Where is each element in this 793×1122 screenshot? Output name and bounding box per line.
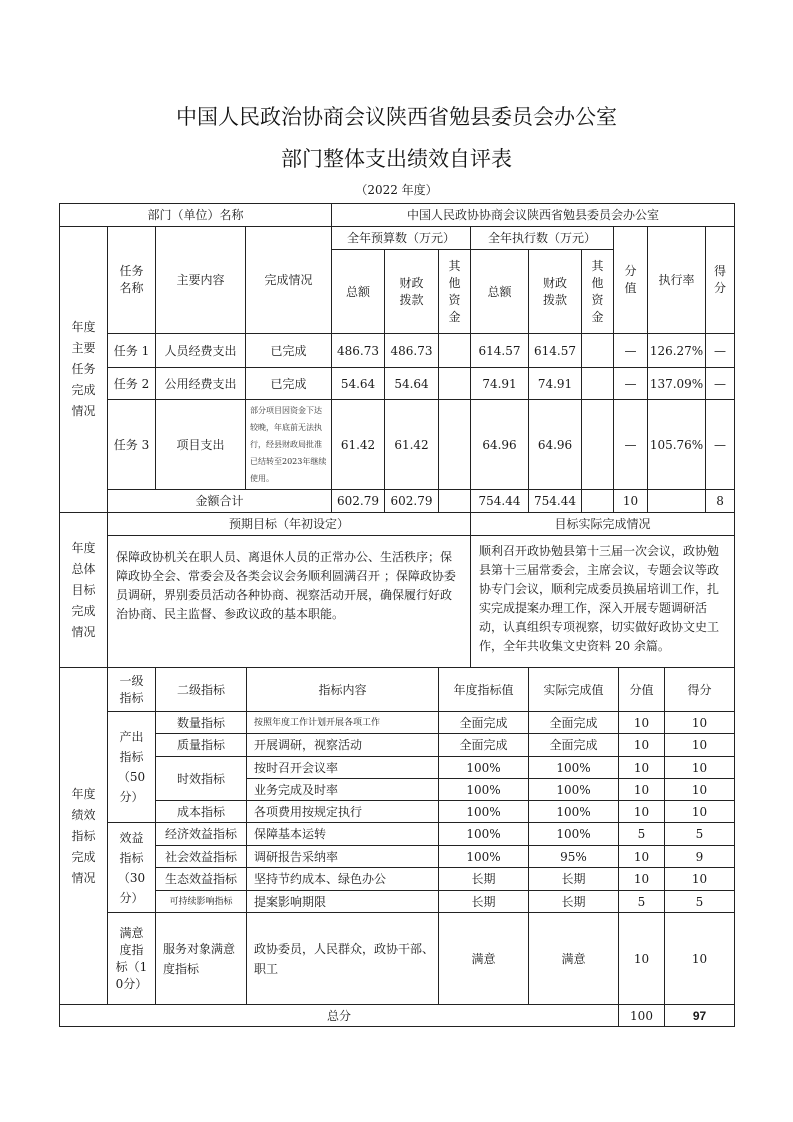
total-exec-rate (648, 490, 706, 513)
indicator-content: 调研报告采纳率 (247, 846, 439, 868)
task-score: — (706, 400, 735, 490)
task-exec-rate: 105.76% (648, 400, 706, 490)
header-content: 指标内容 (247, 668, 439, 712)
header-score: 得分 (706, 227, 735, 334)
task-budget-fiscal: 54.64 (385, 368, 439, 400)
indicator-target: 满意 (439, 913, 529, 1005)
task-exec-fiscal: 614.57 (529, 334, 582, 368)
task-budget-fiscal: 61.42 (385, 400, 439, 490)
document-year: （2022 年度） (355, 183, 438, 197)
task-exec-fiscal: 74.91 (529, 368, 582, 400)
task-exec-total: 64.96 (471, 400, 529, 490)
task-content: 公用经费支出 (156, 368, 246, 400)
indicator-row (60, 801, 735, 823)
indicator-score-value: 10 (619, 757, 665, 779)
indicator-target: 全面完成 (439, 734, 529, 757)
indicator-score: 9 (665, 846, 735, 868)
indicator-score-value: 10 (619, 846, 665, 868)
group-satisfaction: 满意度指标（10分） (108, 913, 156, 1005)
total-score-value: 10 (614, 490, 648, 513)
header-budget-other: 其他资金 (439, 250, 471, 334)
actual-goal-header: 目标实际完成情况 (471, 513, 735, 536)
task-score-value: — (614, 400, 648, 490)
indicators-side-label: 年度绩效指标完成情况 (60, 668, 108, 1005)
indicator-row (60, 734, 735, 757)
goals-side-label: 年度总体目标完成情况 (60, 513, 108, 668)
indicator-score: 10 (665, 757, 735, 779)
indicator-target: 100% (439, 757, 529, 779)
indicator-level2: 数量指标 (156, 712, 247, 734)
task-exec-other (582, 334, 614, 368)
actual-goal-text: 顺利召开政协勉县第十三届一次会议，政协勉县第十三届常委会，主席会议，专题会议等政协专门会议，顺利完成委员换届培训工作，扎实完成提案办理工作，深入开展专题调研活动，认真组织专项视察，切实做好政协文史工作，全年共收集文史资料 20 余篇。 (471, 536, 735, 668)
indicator-score: 5 (665, 891, 735, 913)
group-output: 产出指标（50分） (108, 712, 156, 823)
total-exec-fiscal: 754.44 (529, 490, 582, 513)
department-label: 部门（单位）名称 (60, 204, 332, 227)
header-budget-total: 总额 (332, 250, 385, 334)
task-budget-fiscal: 486.73 (385, 334, 439, 368)
task-score-value: — (614, 368, 648, 400)
indicator-content: 按照年度工作计划开展各项工作 (247, 712, 439, 734)
indicator-score-value: 10 (619, 868, 665, 891)
indicator-level2: 社会效益指标 (156, 846, 247, 868)
goals-table (59, 512, 735, 668)
indicator-row (60, 757, 735, 779)
indicator-level2: 经济效益指标 (156, 823, 247, 846)
indicator-actual: 100% (529, 757, 619, 779)
indicator-score-value: 10 (619, 913, 665, 1005)
task-exec-fiscal: 64.96 (529, 400, 582, 490)
indicator-score-value: 5 (619, 891, 665, 913)
grand-total-row (60, 1005, 735, 1027)
indicator-content: 开展调研，视察活动 (247, 734, 439, 757)
header-status: 完成情况 (246, 227, 332, 334)
task-score: — (706, 368, 735, 400)
indicator-level2: 质量指标 (156, 734, 247, 757)
tasks-table (59, 203, 735, 513)
indicator-level2: 可持续影响指标 (156, 891, 247, 913)
indicator-score-value: 10 (619, 734, 665, 757)
header-score-value: 分值 (614, 227, 648, 334)
indicator-score: 10 (665, 868, 735, 891)
indicator-target: 全面完成 (439, 712, 529, 734)
task-name: 任务 2 (108, 368, 156, 400)
indicators-table (59, 667, 735, 1005)
indicator-level2: 时效指标 (156, 757, 247, 801)
indicator-level2: 服务对象满意度指标 (156, 913, 247, 1005)
indicator-actual: 100% (529, 779, 619, 801)
task-budget-total: 486.73 (332, 334, 385, 368)
header-exec-rate: 执行率 (648, 227, 706, 334)
indicator-row (60, 868, 735, 891)
grand-total-score-value: 100 (619, 1005, 665, 1027)
header-budget-group: 全年预算数（万元） (332, 227, 471, 250)
indicator-content: 业务完成及时率 (247, 779, 439, 801)
task-status: 已完成 (246, 368, 332, 400)
task-budget-total: 54.64 (332, 368, 385, 400)
header-actual: 实际完成值 (529, 668, 619, 712)
task-budget-other (439, 400, 471, 490)
indicator-actual: 100% (529, 801, 619, 823)
total-budget-total: 602.79 (332, 490, 385, 513)
total-label: 金额合计 (108, 490, 332, 513)
task-exec-total: 614.57 (471, 334, 529, 368)
indicator-content: 各项费用按规定执行 (247, 801, 439, 823)
total-exec-other (582, 490, 614, 513)
header-task-name: 任务名称 (108, 227, 156, 334)
total-exec-total: 754.44 (471, 490, 529, 513)
indicator-score: 10 (665, 734, 735, 757)
department-value: 中国人民政协协商会议陕西省勉县委员会办公室 (332, 204, 735, 227)
grand-total-score: 97 (665, 1005, 735, 1027)
task-exec-rate: 137.09% (648, 368, 706, 400)
task-exec-rate: 126.27% (648, 334, 706, 368)
indicator-actual: 全面完成 (529, 734, 619, 757)
indicator-target: 100% (439, 846, 529, 868)
task-exec-other (582, 400, 614, 490)
indicator-score: 10 (665, 801, 735, 823)
indicator-score-value: 10 (619, 801, 665, 823)
indicator-score: 5 (665, 823, 735, 846)
indicator-actual: 100% (529, 823, 619, 846)
indicator-score: 10 (665, 712, 735, 734)
document-title-line1: 中国人民政治协商会议陕西省勉县委员会办公室 (176, 105, 617, 129)
indicator-target: 100% (439, 801, 529, 823)
indicator-actual: 满意 (529, 913, 619, 1005)
header-main-content: 主要内容 (156, 227, 246, 334)
indicator-target: 100% (439, 823, 529, 846)
header-score-value: 分值 (619, 668, 665, 712)
indicator-score-value: 10 (619, 712, 665, 734)
indicator-row (60, 712, 735, 734)
indicator-score: 10 (665, 913, 735, 1005)
indicator-level2: 生态效益指标 (156, 868, 247, 891)
task-row (60, 400, 735, 490)
task-row (60, 368, 735, 400)
indicator-actual: 95% (529, 846, 619, 868)
header-exec-total: 总额 (471, 250, 529, 334)
indicator-score-value: 10 (619, 779, 665, 801)
header-exec-other: 其他资金 (582, 250, 614, 334)
task-total-row (60, 490, 735, 513)
task-content: 人员经费支出 (156, 334, 246, 368)
expected-goal-header: 预期目标（年初设定） (108, 513, 471, 536)
tasks-side-label: 年度主要任务完成情况 (60, 227, 108, 513)
indicator-target: 长期 (439, 868, 529, 891)
indicator-content: 坚持节约成本、绿色办公 (247, 868, 439, 891)
group-benefit: 效益指标（30分） (108, 823, 156, 913)
task-content: 项目支出 (156, 400, 246, 490)
indicator-actual: 全面完成 (529, 712, 619, 734)
indicator-score-value: 5 (619, 823, 665, 846)
document-title-line2: 部门整体支出绩效自评表 (281, 147, 512, 171)
task-score-value: — (614, 334, 648, 368)
grand-total-table (59, 1004, 735, 1027)
task-exec-other (582, 368, 614, 400)
task-budget-other (439, 334, 471, 368)
indicator-target: 100% (439, 779, 529, 801)
indicator-row (60, 846, 735, 868)
total-budget-other (439, 490, 471, 513)
task-exec-total: 74.91 (471, 368, 529, 400)
indicator-actual: 长期 (529, 868, 619, 891)
task-row (60, 334, 735, 368)
total-budget-fiscal: 602.79 (385, 490, 439, 513)
indicator-target: 长期 (439, 891, 529, 913)
task-status: 部分项目因资金下达较晚，年底前无法执行，经县财政局批准已结转至2023年继续使用。 (246, 400, 332, 490)
indicator-row (60, 891, 735, 913)
task-name: 任务 3 (108, 400, 156, 490)
header-score: 得分 (665, 668, 735, 712)
indicator-level2: 成本指标 (156, 801, 247, 823)
task-budget-other (439, 368, 471, 400)
total-score: 8 (706, 490, 735, 513)
indicator-content: 提案影响期限 (247, 891, 439, 913)
header-exec-fiscal: 财政拨款 (529, 250, 582, 334)
indicator-actual: 长期 (529, 891, 619, 913)
header-exec-group: 全年执行数（万元） (471, 227, 614, 250)
task-score: — (706, 334, 735, 368)
header-target: 年度指标值 (439, 668, 529, 712)
indicator-content: 保障基本运转 (247, 823, 439, 846)
header-budget-fiscal: 财政拨款 (385, 250, 439, 334)
indicator-row (60, 913, 735, 1005)
expected-goal-text: 保障政协机关在职人员、离退休人员的正常办公、生活秩序；保障政协全会、常委会及各类会议会务顺利圆满召开 ；保障政协委员调研，界别委员活动各种协商、视察活动开展，确保履行好政治协商、民主监督、参政议政的基本职能。 (108, 536, 471, 668)
indicator-content: 按时召开会议率 (247, 757, 439, 779)
indicator-row (60, 823, 735, 846)
grand-total-label: 总分 (60, 1005, 619, 1027)
task-status: 已完成 (246, 334, 332, 368)
header-level2: 二级指标 (156, 668, 247, 712)
indicator-content: 政协委员，人民群众，政协干部、职工 (247, 913, 439, 1005)
task-name: 任务 1 (108, 334, 156, 368)
task-budget-total: 61.42 (332, 400, 385, 490)
header-level1: 一级指标 (108, 668, 156, 712)
indicator-score: 10 (665, 779, 735, 801)
